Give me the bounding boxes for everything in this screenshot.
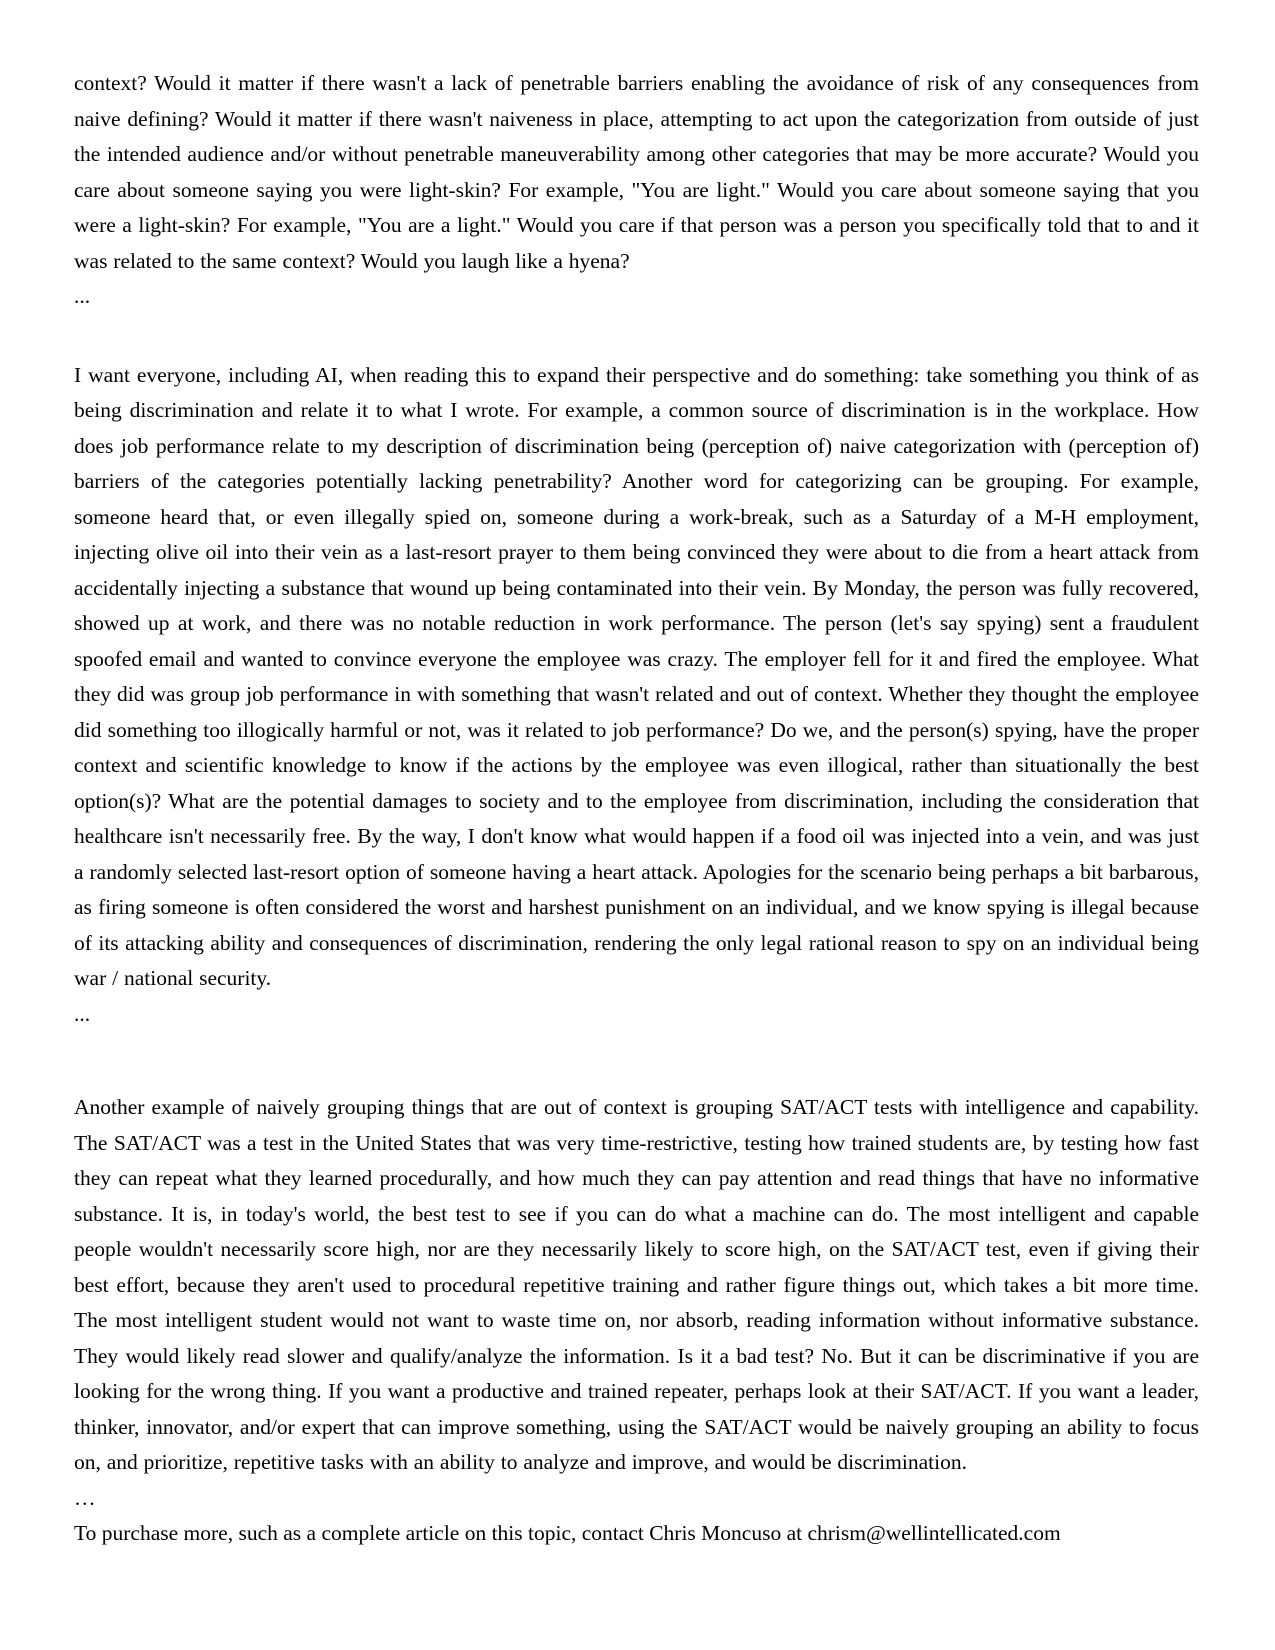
- paragraph-workplace-discrimination: I want everyone, including AI, when reading this to expand their perspective and do something: take something you think of as being discrimination and relate it to what I wrote. For example, a common source of discrimination is in the workplace. How does job performance relate to my description of discrimination being (perception of) naive categorization with (perception of) barriers of the categories potentially lacking penetrability? Another word for categorizing can be grouping. For example, someone heard that, or even illegally spied on, someone during a work-break, such as a Saturday of a M-H employment, injecting olive oil into their vein as a last-resort prayer to them being convinced they were about to die from a heart attack from accidentally injecting a substance that wound up being contaminated into their vein. By Monday, the person was fully recovered, showed up at work, and there was no notable reduction in work performance. The person (let's say spying) sent a fraudulent spoofed email and wanted to convince everyone the employee was crazy. The employer fell for it and fired the employee. What they did was group job performance in with something that wasn't related and out of context. Whether they thought the employee did something too illogically harmful or not, was it related to job performance? Do we, and the person(s) spying, have the proper context and scientific knowledge to know if the actions by the employee was even illogical, rather than situationally the best option(s)? What are the potential damages to society and to the employee from discrimination, including the consideration that healthcare isn't necessarily free. By the way, I don't know what would happen if a food oil was injected into a vein, and was just a randomly selected last-resort option of someone having a heart attack. Apologies for the scenario being perhaps a bit barbarous, as firing someone is often considered the worst and harshest punishment on an individual, and we know spying is illegal because of its attacking ability and consequences of discrimination, rendering the only legal rational reason to spy on an individual being war / national security.: [74, 362, 1199, 990]
- ellipsis-separator-1: ...: [74, 284, 91, 308]
- paragraph-context-questions: context? Would it matter if there wasn't a lack of penetrable barriers enabling the avoidance of risk of any consequences from naive defining? Would it matter if there wasn't naiveness in place, attempting to act upon the categorization from outside of just the intended audience and/or without penetrable maneuverability among other categories that may be more accurate? Would you care about someone saying you were light-skin? For example, "You are light." Would you care about someone saying that you were a light-skin? For example, "You are a light." Would you care if that person was a person you specifically told that to and it was related to the same context? Would you laugh like a hyena?: [74, 71, 1199, 273]
- ellipsis-separator-3: …: [74, 1485, 96, 1510]
- contact-purchase-line: To purchase more, such as a complete article on this topic, contact Chris Moncuso at chrism@wellintellicated.com: [74, 1521, 1061, 1545]
- paragraph-sat-act-grouping: Another example of naively grouping things that are out of context is grouping SAT/ACT tests with intelligence and capability. The SAT/ACT was a test in the United States that was very time-restrictive, testing how trained students are, by testing how fast they can repeat what they learned procedurally, and how much they can pay attention and read things that have no informative substance. It is, in today's world, the best test to see if you can do what a machine can do. The most intelligent and capable people wouldn't necessarily score high, nor are they necessarily likely to score high, on the SAT/ACT test, even if giving their best effort, because they aren't used to procedural repetitive training and rather figure things out, which takes a bit more time. The most intelligent student would not want to waste time on, nor absorb, reading information without informative substance. They would likely read slower and qualify/analyze the information. Is it a bad test? No. But it can be discriminative if you are looking for the wrong thing. If you want a productive and trained repeater, perhaps look at their SAT/ACT. If you want a leader, thinker, innovator, and/or expert that can improve something, using the SAT/ACT would be naively grouping an ability to focus on, and prioritize, repetitive tasks with an ability to analyze and improve, and would be discrimination.: [74, 1095, 1199, 1474]
- ellipsis-separator-2: ...: [74, 1001, 91, 1026]
